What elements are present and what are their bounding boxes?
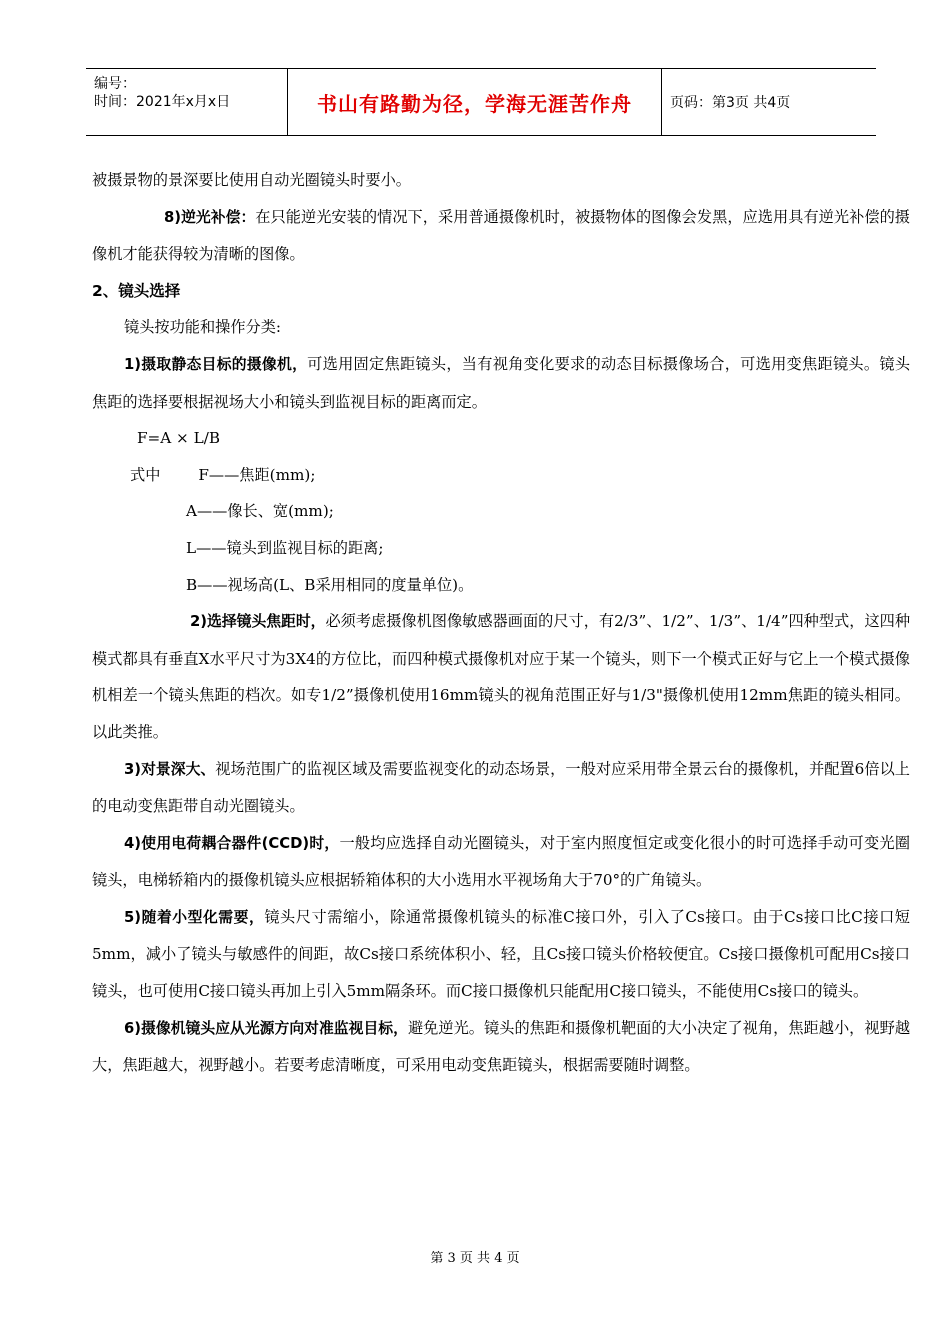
paragraph-depth-of-field: [92, 751, 910, 825]
paragraph-light-source: [92, 1010, 910, 1084]
item-text: 可选用固定焦距镜头，当有视角变化要求的动态目标摄像场合，可选用变焦距镜头。镜头焦距的选择要根据视场大小和镜头到监视目标的距离而定。: [92, 354, 911, 411]
paragraph-backlight-compensation: [92, 199, 910, 273]
paragraph: 被摄景物的景深要比使用自动光圈镜头时要小。: [92, 171, 411, 189]
header-page-info: 页码：第3页 共4页: [670, 95, 791, 111]
page-header: [86, 68, 876, 136]
item-heading: 5)随着小型化需要，: [124, 908, 265, 926]
definition-text: F——焦距(mm);: [198, 465, 316, 484]
item-heading: 3)对景深大、: [124, 760, 216, 778]
paragraph-ccd: [92, 825, 910, 899]
formula-definition-f: [92, 457, 910, 494]
item-text: 在只能逆光安装的情况下，采用普通摄像机时，被摄物体的图像会发黑，应选用具有逆光补偿的摄像机才能获得较为清晰的图像。: [92, 207, 910, 264]
page-footer: 第 3 页 共 4 页: [430, 1251, 520, 1266]
document-body: [92, 162, 910, 1084]
item-text: 镜头尺寸需缩小，除通常摄像机镜头的标准C接口外，引入了Cs接口。由于Cs接口比C接口短5mm，减小了镜头与敏感件的间距，故Cs接口系统体积小、轻，且Cs接口镜头价格较便宜。Cs接口摄像机可配用Cs接口镜头，也可使用C接口镜头再加上引入5mm隔条环。而C接口摄像机只能配用C接口镜头，不能使用Cs接口的镜头。: [92, 907, 910, 1001]
item-heading: 1)摄取静态目标的摄像机，: [124, 355, 308, 373]
item-heading: 8)逆光补偿：: [164, 208, 256, 226]
formula-definition-b: B——视场高(L、B采用相同的度量单位)。: [186, 575, 474, 594]
paragraph-miniaturization: [92, 899, 910, 1010]
formula-definition-a: A——像长、宽(mm);: [186, 502, 334, 521]
item-text: 视场范围广的监视区域及需要监视变化的动态场景，一般对应采用带全景云台的摄像机，并配置6倍以上的电动变焦距带自动光圈镜头。: [92, 759, 910, 816]
header-meta: [86, 69, 287, 135]
document-id-label: 编号：: [94, 76, 136, 92]
section-heading: 2、镜头选择: [92, 281, 181, 300]
paragraph: 镜头按功能和操作分类:: [124, 318, 281, 337]
paragraph-focal-length: [92, 603, 910, 750]
formula: F=A × L/B: [137, 429, 220, 448]
item-text: 必须考虑摄像机图像敏感器画面的尺寸，有2/3”、1/2”、1/3”、1/4”四种型式，这四种模式都具有垂直X水平尺寸为3X4的方位比，而四种模式摄像机对应于某一个镜头，则下一个模式正好与它上一个模式摄像机相差一个镜头焦距的档次。如专1/2”摄像机使用16mm镜头的视角范围正好与1/3"摄像机使用12mm焦距的镜头相同。以此类推。: [92, 612, 911, 741]
formula-definition-l: L——镜头到监视目标的距离;: [186, 538, 384, 557]
item-text: 避免逆光。镜头的焦距和摄像机靶面的大小决定了视角，焦距越小，视野越大，焦距越大，视野越小。若要考虑清晰度，可采用电动变焦距镜头，根据需要随时调整。: [92, 1018, 911, 1075]
item-heading: 6)摄像机镜头应从光源方向对准监视目标，: [124, 1019, 408, 1037]
document-date: 时间：2021年x月x日: [94, 94, 231, 110]
where-label: 式中: [130, 465, 161, 484]
item-heading: 2)选择镜头焦距时，: [190, 613, 326, 631]
paragraph-static-target: [92, 346, 910, 420]
item-heading: 4)使用电荷耦合器件(CCD)时，: [124, 834, 340, 852]
header-motto: 书山有路勤为径，学海无涯苦作舟: [287, 69, 662, 135]
item-text: 一般均应选择自动光圈镜头，对于室内照度恒定或变化很小的时可选择手动可变光圈镜头，电梯轿箱内的摄像机镜头应根据轿箱体积的大小选用水平视场角大于70°的广角镜头。: [92, 833, 911, 890]
